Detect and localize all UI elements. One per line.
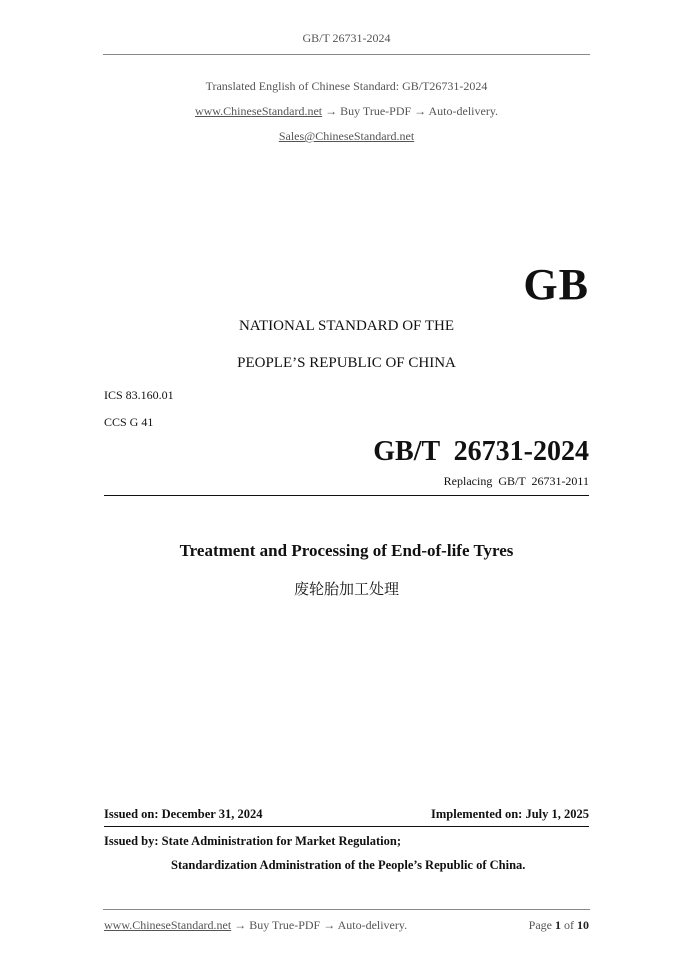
header-rule [103,54,590,55]
document-title: Treatment and Processing of End-of-life Tyres [179,541,514,560]
number-rule [104,495,589,496]
footer-purchase-text: → Buy True-PDF → Auto-delivery. [231,918,408,932]
page-current: 1 [555,918,561,932]
national-standard-line2: PEOPLE’S REPUBLIC OF CHINA [237,355,456,371]
ics-code: ICS 83.160.01 [104,388,174,402]
dates-rule [104,826,589,827]
page-indicator [529,918,589,933]
translation-notice: Translated English of Chinese Standard: GB/T26731-2024 [205,79,488,93]
sales-email-link[interactable]: Sales@ChineseStandard.net [278,129,415,143]
page-total: 10 [577,918,589,932]
purchase-text: → Buy True-PDF → Auto-delivery. [322,104,499,118]
running-header: GB/T 26731-2024 [302,31,391,45]
document-title-chinese: 废轮胎加工处理 [293,580,399,598]
ccs-code: CCS G 41 [104,415,154,429]
email-line [0,129,693,144]
footer-rule [103,909,590,910]
replacing-note: Replacing GB/T 26731-2011 [443,474,589,488]
purchase-line [0,104,693,119]
footer-purchase-line [104,918,407,933]
national-standard-line1: NATIONAL STANDARD OF THE [238,318,455,334]
issued-on: Issued on: December 31, 2024 [104,807,263,821]
site-link[interactable]: www.ChineseStandard.net [194,104,323,118]
issued-by-line2: Standardization Administration of the People’s Republic of China. [171,858,526,872]
page-label: Page [528,918,552,932]
standard-number: GB/T 26731-2024 [373,436,589,467]
gb-logo: GB [523,260,589,309]
implemented-on: Implemented on: July 1, 2025 [431,807,589,821]
footer-site-link[interactable]: www.ChineseStandard.net [104,918,232,932]
issued-by-line1: Issued by: State Administration for Market Regulation; [104,834,401,848]
page-of: of [564,918,574,932]
